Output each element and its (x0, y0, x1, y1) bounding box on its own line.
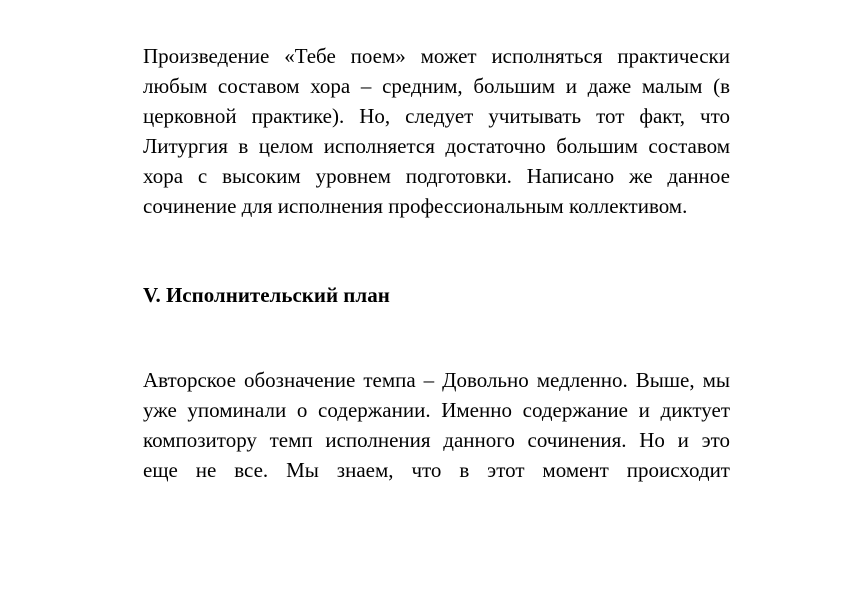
paragraph-line: Литургия в целом исполняется достаточно большим составом (143, 134, 730, 158)
paragraph-tebe-poem-performance (143, 41, 730, 221)
paragraph-line: композитору темп исполнения данного сочинения. Но и это (143, 428, 730, 452)
paragraph-line: Авторское обозначение темпа – Довольно медленно. Выше, мы (143, 368, 730, 392)
paragraph-line: церковной практике). Но, следует учитывать тот факт, что (143, 104, 730, 128)
paragraph-line: любым составом хора – средним, большим и даже малым (в (143, 74, 730, 98)
paragraph-line: хора с высоким уровнем подготовки. Написано же данное (143, 164, 730, 188)
paragraph-line: сочинение для исполнения профессиональным коллективом. (143, 194, 688, 218)
paragraph-line: еще не все. Мы знаем, что в этот момент происходит (143, 458, 730, 482)
section-heading: V. Исполнительский план (143, 283, 390, 307)
paragraph-line: уже упоминали о содержании. Именно содержание и диктует (143, 398, 730, 422)
paragraph-performance-plan (143, 365, 730, 485)
paragraph-line: Произведение «Тебе поем» может исполняться практически (143, 44, 730, 68)
